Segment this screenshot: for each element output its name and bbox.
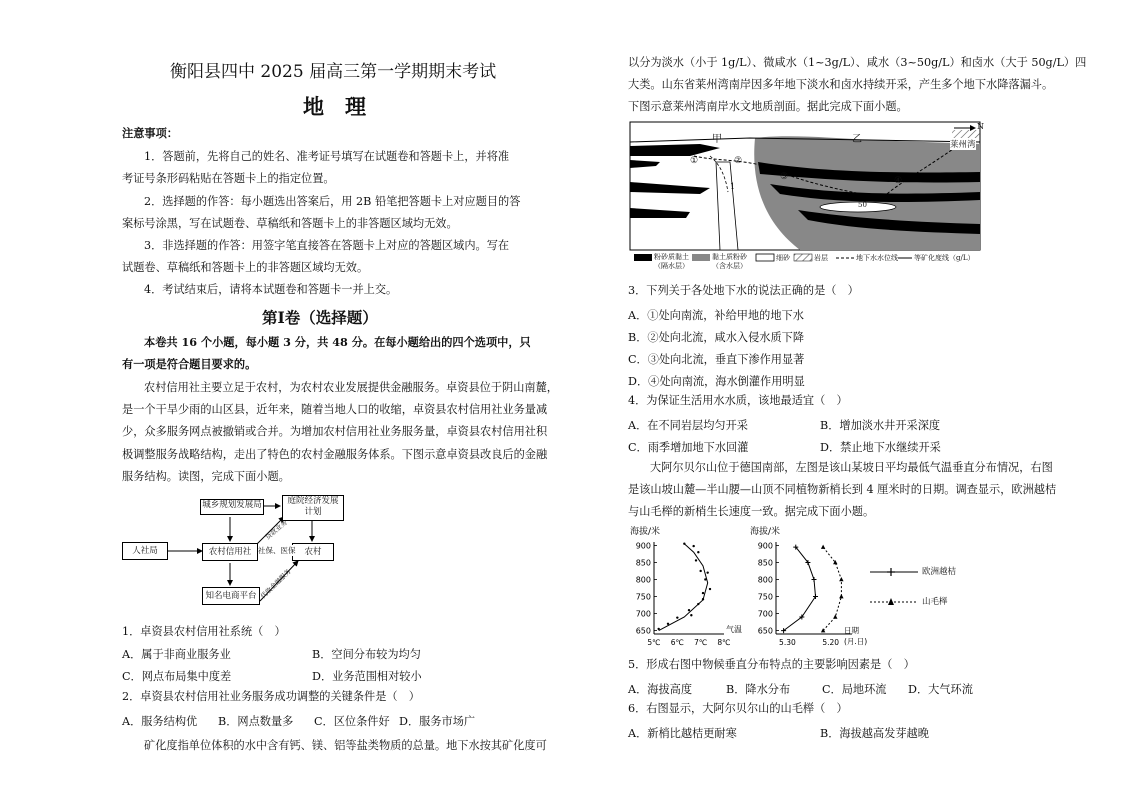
phenology-legend <box>868 560 957 620</box>
x-axis-unit: (月.日) <box>844 637 868 646</box>
passage2-line: 下图示意莱州湾南岸水文地质剖面。据此完成下面小题。 <box>628 100 908 113</box>
question-5-stem: 5．形成右图中物候垂直分布特点的主要影响因素是（ ） <box>628 658 915 671</box>
q5-option-c[interactable]: C．局地环流 <box>822 683 887 696</box>
question-2-stem: 2．卓资县农村信用社业务服务成功调整的关键条件是（ ） <box>122 690 420 703</box>
part1-instruction: 本卷共 16 个小题，每小题 3 分，共 48 分。在每小题给出的四个选项中，只 <box>144 335 531 349</box>
y-tick-label: 800 <box>635 575 651 585</box>
legend-water-table: 地下水水位线 <box>856 254 898 262</box>
q4-option-b[interactable]: B．增加淡水井开采深度 <box>820 419 941 432</box>
legend-silt: 黏土质粉砂 （含水层） <box>712 253 747 270</box>
passage2-line: 矿化度指单位体积的水中含有钙、镁、铝等盐类物质的总量。地下水按其矿化度可 <box>144 739 547 752</box>
y-tick-label: 700 <box>757 609 773 619</box>
q3-option-a[interactable]: A．①处向南流，补给甲地的地下水 <box>628 309 804 322</box>
x-tick-label: 5.30 <box>779 638 796 647</box>
data-point <box>690 614 692 616</box>
legend-fine-sand: 细砂 <box>776 254 790 262</box>
x-tick-label: 5.20 <box>822 638 840 647</box>
data-point <box>839 577 843 581</box>
x-tick-label: 5℃ <box>647 638 661 647</box>
data-point <box>697 551 699 553</box>
data-point <box>702 592 704 594</box>
y-axis-label: 海拔/米 <box>750 527 781 537</box>
question-4-stem: 4．为保证生活用水水质，该地最适宜（ ） <box>628 394 848 407</box>
q5-option-b[interactable]: B．降水分布 <box>726 683 791 696</box>
passage2-line: 大类。山东省莱州湾南岸因多年地下淡水和卤水持续开采，产生多个地下水降落漏斗。 <box>628 78 1054 91</box>
data-point <box>704 578 706 580</box>
q4-option-d[interactable]: D．禁止地下水继续开采 <box>820 441 941 454</box>
data-point <box>833 614 837 618</box>
y-axis-label: 海拔/米 <box>630 527 661 537</box>
question-3-stem: 3．下列关于各处地下水的说法正确的是（ ） <box>628 284 859 297</box>
label-yi: 乙 <box>852 134 862 145</box>
part1-instruction: 有一项是符合题目要求的。 <box>122 357 257 371</box>
passage3-line: 与山毛榉的新梢生长速度一致。据完成下面小题。 <box>628 505 875 518</box>
flow-label-collection: 代收金融服务 <box>259 567 293 601</box>
note-line: 考证号条形码粘贴在答题卡上的指定位置。 <box>122 172 335 185</box>
q2-option-b[interactable]: B．网点数量多 <box>218 715 294 728</box>
y-tick-label: 800 <box>757 575 773 585</box>
note-line: 2．选择题的作答：每小题选出答案后，用 2B 铅笔把答题卡上对应题目的答 <box>144 195 521 208</box>
legend-beech: 山毛榉 <box>922 597 948 607</box>
marker-2: ② <box>734 156 743 166</box>
data-point <box>657 628 659 630</box>
passage3-line: 是该山坡山麓—半山腰—山顶不同植物新梢长到 4 厘米时的日期。调查显示，欧洲越桔 <box>628 483 1057 496</box>
isoline-50-label: 50 <box>858 201 867 209</box>
q1-option-a[interactable]: A．属于非商业服务业 <box>122 648 231 661</box>
temperature-altitude-chart <box>628 522 740 652</box>
x-tick-label: 7℃ <box>694 638 708 647</box>
data-point <box>702 598 704 600</box>
y-tick-label: 850 <box>757 558 773 568</box>
north-label: N <box>977 122 984 131</box>
q2-option-c[interactable]: C．区位条件好 <box>314 715 390 728</box>
note-line: 4．考试结束后，请将本试题卷和答题卡一并上交。 <box>144 283 398 296</box>
x-tick-label: 8℃ <box>717 638 731 647</box>
series-line <box>823 547 841 631</box>
data-point <box>839 594 843 598</box>
data-point <box>812 577 817 582</box>
q2-option-a[interactable]: A．服务结构优 <box>122 715 198 728</box>
q2-option-d[interactable]: D．服务市场广 <box>399 715 476 728</box>
passage-line: 极调整服务战略结构，走出了特色的农村金融服务体系。下图示意卓资县改良后的金融 <box>122 448 548 461</box>
note-line: 1．答题前，先将自己的姓名、准考证号填写在试题卷和答题卡上，并将准 <box>144 150 510 163</box>
notes-heading: 注意事项： <box>122 126 178 140</box>
passage-line: 是一个干旱少雨的山区县，近年来，随着当地人口的收缩，卓资县农村信用社业务量减 <box>122 403 548 416</box>
question-6-stem: 6．右图显示，大阿尔贝尔山的山毛榉（ ） <box>628 702 848 715</box>
data-point <box>676 616 678 618</box>
y-tick-label: 900 <box>757 541 773 551</box>
x-axis-label: 气温 <box>726 625 742 634</box>
flow-box-hr-bureau: 人社局 <box>122 542 168 560</box>
data-point <box>695 559 697 561</box>
q3-option-b[interactable]: B．②处向北流，咸水入侵水质下降 <box>628 331 805 344</box>
note-line: 3．非选择题的作答：用签字笔直接答在答题卡上对应的答题区域内。写在 <box>144 239 510 252</box>
question-1-stem: 1．卓资县农村信用社系统（ ） <box>122 625 286 638</box>
passage2-line: 以分为淡水（小于 1g/L）、微咸水（1~3g/L）、咸水（3~50g/L）和卤水（大于 50g/L）四 <box>628 56 1087 69</box>
legend-marks <box>868 560 928 620</box>
data-point <box>821 545 825 549</box>
y-tick-label: 750 <box>757 592 773 602</box>
note-line: 案标号涂黑，写在试题卷、草稿纸和答题卡上的非答题区域均无效。 <box>122 217 458 230</box>
q1-option-b[interactable]: B．空间分布较为均匀 <box>312 648 421 661</box>
phenology-altitude-chart <box>748 522 868 652</box>
flow-box-courtyard-plan: 庭院经济发展 计划 <box>282 495 344 521</box>
part1-title: 第Ⅰ卷（选择题） <box>262 308 378 327</box>
note-line: 试题卷、草稿纸和答题卡上的非答题区域均无效。 <box>122 261 369 274</box>
data-point <box>706 571 708 573</box>
data-point <box>699 570 701 572</box>
flow-box-planning-bureau: 城乡规划发展局 <box>200 499 264 515</box>
label-laizhou-bay: 莱州湾 <box>950 140 976 150</box>
y-tick-label: 650 <box>757 626 773 636</box>
hydrogeologic-profile <box>630 122 984 272</box>
flow-box-village: 农村 <box>292 543 334 561</box>
data-point <box>709 588 711 590</box>
trend-curve <box>659 544 708 631</box>
passage-line: 农村信用社主要立足于农村，为农村农业发展提供金融服务。卓资县位于阴山南麓， <box>144 381 558 394</box>
flow-box-ecommerce: 知名电商平台 <box>202 587 260 605</box>
q3-option-d[interactable]: D．④处向南流，海水倒灌作用明显 <box>628 375 805 388</box>
data-point <box>821 628 825 632</box>
flow-box-credit-union: 农村信用社 <box>202 543 258 561</box>
y-tick-label: 700 <box>635 609 651 619</box>
y-tick-label: 650 <box>635 626 651 636</box>
passage-line: 服务结构。读图，完成下面小题。 <box>122 470 290 483</box>
marker-4: ④ <box>894 176 903 186</box>
flow-label-insurance: 社保、医保 <box>258 546 296 555</box>
x-tick-label: 6℃ <box>670 638 684 647</box>
x-axis-label: 日期 <box>844 626 859 635</box>
passage3-line: 大阿尔贝尔山位于德国南部，左图是该山某坡日平均最低气温垂直分布情况，右图 <box>650 461 1053 474</box>
data-point <box>692 545 694 547</box>
data-point <box>688 609 690 611</box>
q6-option-a[interactable]: A．新梢比越桔更耐寒 <box>628 727 737 740</box>
y-tick-label: 850 <box>635 558 651 568</box>
data-point <box>667 623 669 625</box>
data-point <box>683 543 685 545</box>
y-tick-label: 750 <box>635 592 651 602</box>
passage-line: 少，众多服务网点被撤销或合并。为增加农村信用社业务服务量，卓资县农村信用社积 <box>122 425 548 438</box>
finance-structure-diagram <box>122 495 352 613</box>
legend-rock: 岩层 <box>814 254 828 262</box>
flow-label-loan: 贷款业务 <box>263 518 289 542</box>
exam-title: 衡阳县四中 2025 届高三第一学期期末考试 <box>170 62 497 82</box>
q4-option-c[interactable]: C．雨季增加地下水回灌 <box>628 441 749 454</box>
legend-vaccinium: 欧洲越桔 <box>922 567 957 577</box>
data-point <box>697 603 699 605</box>
series-line <box>784 547 816 631</box>
label-jia: 甲 <box>712 134 722 145</box>
legend-mineral-isoline: 等矿化度线（g/L） <box>914 254 975 262</box>
marker-1: ① <box>690 156 699 166</box>
q1-option-c[interactable]: C．网点布局集中度差 <box>122 670 232 683</box>
q5-option-a[interactable]: A．海拔高度 <box>628 683 693 696</box>
legend-clay: 粉砂质黏土 （隔水层） <box>654 253 689 270</box>
q6-option-b[interactable]: B．海拔越高发芽越晚 <box>820 727 929 740</box>
isoline-1-label: 1 <box>730 182 736 191</box>
q4-option-a[interactable]: A．在不同岩层均匀开采 <box>628 419 748 432</box>
q5-option-d[interactable]: D．大气环流 <box>908 683 973 696</box>
marker-3: ③ <box>780 172 789 182</box>
q3-option-c[interactable]: C．③处向北流，垂直下渗作用显著 <box>628 353 805 366</box>
q1-option-d[interactable]: D．业务范围相对较小 <box>312 670 422 683</box>
y-tick-label: 900 <box>635 541 651 551</box>
subject-title: 地 理 <box>303 94 366 119</box>
profile-drawing <box>630 122 984 272</box>
